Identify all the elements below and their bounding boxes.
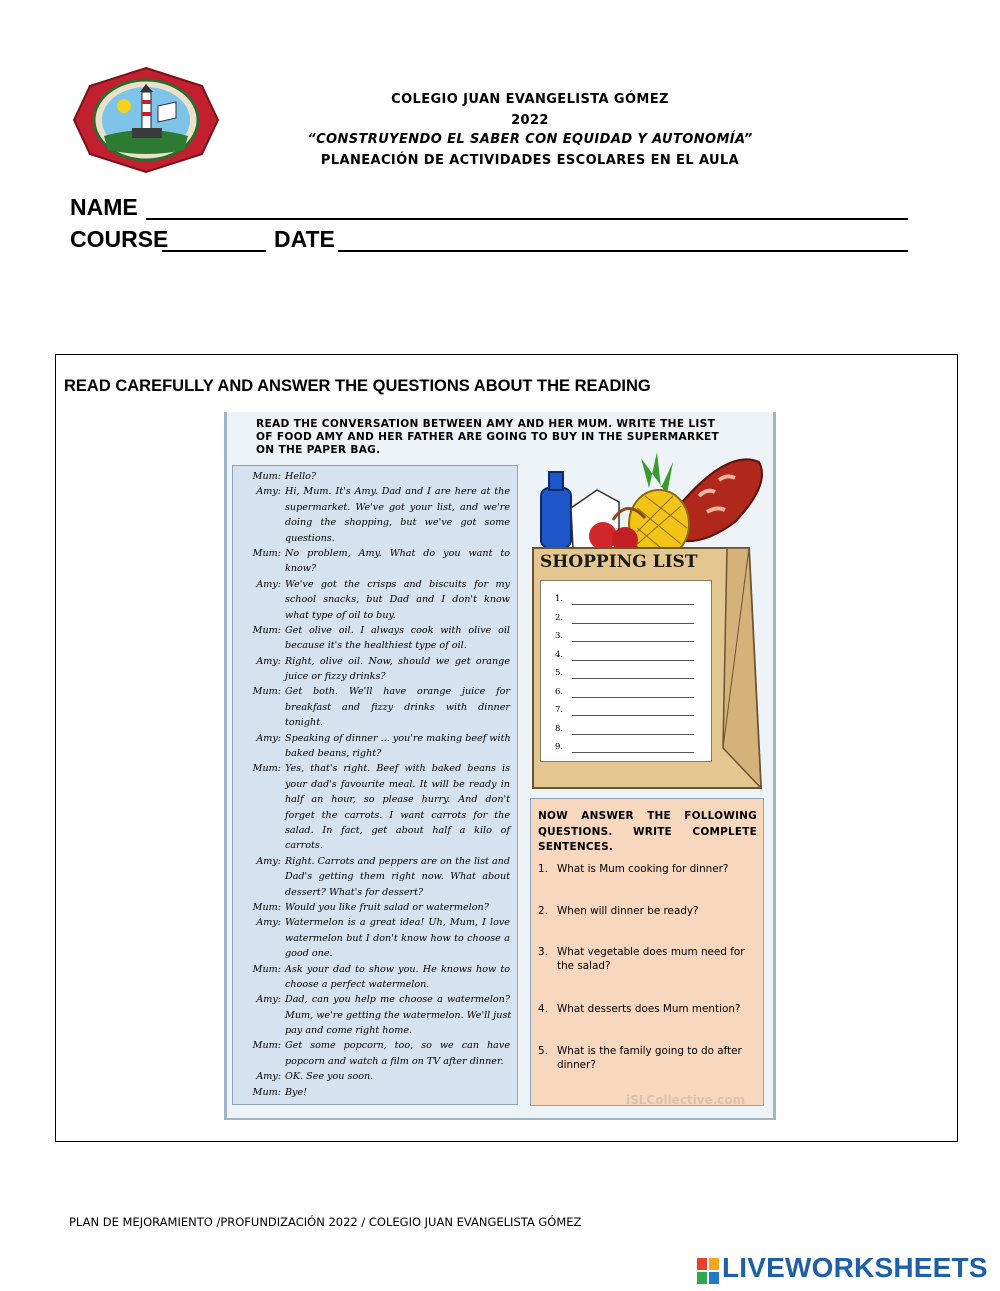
- speaker-label: Mum:: [252, 963, 281, 975]
- shopping-list-number: 4.: [555, 649, 564, 660]
- school-motto: “CONSTRUYENDO EL SABER CON EQUIDAD Y AUTONOMÍA”: [307, 132, 753, 147]
- dialogue-line: [238, 992, 513, 1007]
- speaker-label: Mum:: [252, 471, 281, 482]
- school-name: COLEGIO JUAN EVANGELISTA GÓMEZ: [391, 92, 669, 107]
- name-row: [70, 194, 930, 224]
- shopping-list-number: 8.: [555, 723, 564, 734]
- course-date-row: [70, 226, 930, 256]
- dialogue-text-line: Get both. We'll have orange juice for: [285, 686, 510, 698]
- dialogue-line: [238, 700, 513, 715]
- dialogue-line: [238, 1085, 513, 1100]
- dialogue-text-line: salad. In fact, get about half a kilo of: [285, 824, 510, 836]
- dialogue-text-line: pay and come right home.: [285, 1025, 413, 1037]
- dialogue-text-line: Hi, Mum. It's Amy. Dad and I are here at the: [285, 486, 510, 498]
- question-text: What is the family going to do after dinner?: [557, 1045, 742, 1071]
- dialogue-text-line: questions.: [285, 532, 335, 544]
- dialogue-text-line: Right. Carrots and peppers are on the list and: [285, 855, 510, 867]
- question-item: [538, 945, 760, 973]
- dialogue-text-line: watermelon but I don't know how to choose a: [285, 932, 510, 944]
- question-number: 5.: [538, 1045, 548, 1057]
- shopping-list-number: 2.: [555, 612, 564, 623]
- speaker-label: Amy:: [256, 655, 281, 667]
- dialogue-line: [238, 1023, 513, 1038]
- dialogue-line: [238, 900, 513, 915]
- dialogue-line: [238, 500, 513, 515]
- shopping-list-blank[interactable]: [572, 622, 694, 624]
- dialogue-text-line: your dad's favourite meal. It will be ready in: [285, 778, 510, 790]
- dialogue-line: [238, 638, 513, 653]
- instruction-text: READ CAREFULLY AND ANSWER THE QUESTIONS ABOUT THE READING: [64, 377, 651, 395]
- questions-heading-line: QUESTIONS. WRITE COMPLETE: [538, 825, 757, 838]
- speaker-label: Amy:: [256, 486, 281, 498]
- question-item: [538, 862, 760, 876]
- dialogue-text-line: baked beans, right?: [285, 748, 382, 760]
- question-text: What is Mum cooking for dinner?: [557, 863, 729, 875]
- dialogue-line: [238, 823, 513, 838]
- dialogue-line: [238, 1054, 513, 1069]
- dialogue-line: [238, 1038, 513, 1053]
- shopping-list-number: 5.: [555, 668, 564, 678]
- speaker-label: Amy:: [256, 732, 281, 744]
- shopping-list-blank[interactable]: [572, 696, 694, 698]
- dialogue-line: [238, 623, 513, 638]
- dialogue-line: [238, 731, 513, 746]
- dialogue-line: [238, 715, 513, 730]
- dialogue-text-line: Would you like fruit salad or watermelon?: [285, 901, 489, 913]
- dialogue-text-line: forget the carrots. I want carrots for the: [285, 809, 510, 821]
- dialogue-line: [238, 515, 513, 530]
- worksheet-heading-line: ON THE PAPER BAG.: [256, 444, 381, 456]
- question-item: [538, 1002, 760, 1016]
- dialogue-line: [238, 669, 513, 684]
- questions-heading-line: NOW ANSWER THE FOLLOWING: [538, 810, 757, 822]
- dialogue-text-line: breakfast and fizzy drinks with dinner: [285, 701, 510, 713]
- shopping-list-number: 6.: [555, 686, 564, 697]
- speaker-label: Mum:: [252, 547, 281, 559]
- footer-text: PLAN DE MEJORAMIENTO /PROFUNDIZACIÓN 2022 / COLEGIO JUAN EVANGELISTA GÓMEZ: [69, 1215, 582, 1229]
- dialogue-text-line: Ask your dad to show you. He knows how to: [285, 963, 510, 975]
- liveworksheets-icon: [697, 1258, 719, 1284]
- speaker-label: Amy:: [256, 994, 281, 1006]
- dialogue-text-line: We've got the crisps and biscuits for my: [285, 578, 510, 590]
- speaker-label: Amy:: [256, 1071, 281, 1083]
- shopping-list-blank[interactable]: [572, 603, 694, 605]
- speaker-label: Mum:: [252, 686, 281, 698]
- school-year: 2022: [511, 113, 549, 128]
- shopping-list-blank[interactable]: [572, 714, 694, 716]
- dialogue-text: [238, 469, 513, 1100]
- question-text: When will dinner be ready?: [557, 905, 699, 917]
- dialogue-text-line: choose a perfect watermelon.: [285, 978, 430, 990]
- speaker-label: Mum:: [252, 1040, 281, 1052]
- dialogue-text-line: Watermelon is a great idea! Uh, Mum, I love: [285, 917, 510, 929]
- dialogue-text-line: Dad's getting them right now. What about: [285, 871, 510, 883]
- dialogue-text-line: doing the shopping, but we've got some: [285, 517, 510, 529]
- planning-title: PLANEACIÓN DE ACTIVIDADES ESCOLARES EN EL AULA: [320, 153, 740, 168]
- shopping-list-number: 1.: [555, 594, 564, 604]
- worksheet-heading-line: OF FOOD AMY AND HER FATHER ARE GOING TO BUY IN THE SUPERMARKET: [256, 431, 720, 443]
- shopping-list-blank[interactable]: [572, 751, 694, 753]
- shopping-list-blank[interactable]: [572, 659, 694, 661]
- dialogue-text-line: Speaking of dinner ... you're making beef with: [285, 732, 511, 744]
- dialogue-line: [238, 808, 513, 823]
- dialogue-line: [238, 885, 513, 900]
- question-number: 2.: [538, 905, 548, 917]
- question-number: 1.: [538, 863, 548, 875]
- question-item: [538, 1044, 760, 1072]
- speaker-label: Amy:: [256, 578, 281, 590]
- dialogue-line: [238, 469, 513, 484]
- dialogue-text-line: supermarket. We've got your list, and we're: [285, 501, 510, 513]
- dialogue-text-line: No problem, Amy. What do you want to: [285, 547, 510, 559]
- school-crest-logo: [72, 66, 220, 174]
- dialogue-text-line: Right, olive oil. Now, should we get orange: [285, 655, 510, 667]
- dialogue-line: [238, 654, 513, 669]
- speaker-label: Mum:: [252, 624, 281, 636]
- dialogue-line: [238, 1008, 513, 1023]
- question-text: What desserts does Mum mention?: [557, 1003, 741, 1015]
- shopping-list-blank[interactable]: [572, 677, 694, 679]
- shopping-list-blank[interactable]: [572, 733, 694, 735]
- dialogue-line: [238, 577, 513, 592]
- name-label: NAME: [70, 194, 138, 220]
- course-field[interactable]: [162, 226, 266, 252]
- date-label: DATE: [274, 226, 335, 252]
- dialogue-line: [238, 869, 513, 884]
- questions-heading: [538, 809, 757, 856]
- dialogue-line: [238, 854, 513, 869]
- dialogue-text-line: tonight.: [285, 717, 324, 729]
- dialogue-text-line: Yes, that's right. Beef with baked beans is: [285, 763, 510, 775]
- name-field[interactable]: [146, 194, 908, 220]
- dialogue-line: [238, 838, 513, 853]
- dialogue-text-line: Dad, can you help me choose a watermelon?: [285, 994, 510, 1006]
- speaker-label: Mum:: [252, 763, 281, 775]
- dialogue-text-line: half an hour, so please hurry. And don't: [285, 794, 510, 806]
- dialogue-text-line: Get some popcorn, too, so we can have: [285, 1040, 510, 1052]
- question-item: [538, 904, 760, 918]
- liveworksheets-brand[interactable]: LIVEWORKSHEETS: [722, 1252, 988, 1283]
- dialogue-text-line: Get olive oil. I always cook with olive oil: [285, 624, 510, 636]
- dialogue-text-line: Hello?: [285, 471, 317, 482]
- dialogue-line: [238, 592, 513, 607]
- speaker-label: Amy:: [256, 917, 281, 929]
- dialogue-text-line: know?: [285, 563, 317, 575]
- shopping-list-number: 3.: [555, 631, 564, 641]
- shopping-list-title: SHOPPING LIST: [540, 552, 698, 572]
- question-text: What vegetable does mum need for the salad?: [557, 946, 745, 972]
- dialogue-line: [238, 608, 513, 623]
- dialogue-line: [238, 484, 513, 499]
- dialogue-line: [238, 531, 513, 546]
- islcollective-watermark: iSLCollective.com: [626, 1093, 746, 1107]
- dialogue-text-line: carrots.: [285, 840, 323, 852]
- speaker-label: Amy:: [256, 855, 281, 867]
- shopping-list-number: 7.: [555, 705, 564, 715]
- questions-heading-line: SENTENCES.: [538, 841, 614, 853]
- dialogue-text-line: because it's the healthiest type of oil.: [285, 640, 467, 652]
- question-number: 4.: [538, 1003, 548, 1015]
- shopping-list-number: 9.: [555, 742, 564, 752]
- dialogue-text-line: dessert? What's for dessert?: [285, 886, 424, 898]
- dialogue-text-line: Bye!: [285, 1086, 308, 1098]
- speaker-label: Mum:: [252, 1086, 281, 1098]
- dialogue-text-line: Mum, we're getting the watermelon. We'll just: [285, 1009, 512, 1021]
- dialogue-line: [238, 761, 513, 776]
- course-label: COURSE: [70, 226, 169, 252]
- speaker-label: Mum:: [252, 901, 281, 913]
- dialogue-text-line: OK. See you soon.: [285, 1071, 374, 1083]
- dialogue-text-line: good one.: [285, 948, 333, 960]
- dialogue-line: [238, 792, 513, 807]
- dialogue-line: [238, 1069, 513, 1084]
- dialogue-line: [238, 561, 513, 576]
- shopping-list-blank[interactable]: [572, 640, 694, 642]
- date-field[interactable]: [338, 226, 908, 252]
- dialogue-line: [238, 946, 513, 961]
- dialogue-line: [238, 915, 513, 930]
- dialogue-line: [238, 962, 513, 977]
- dialogue-line: [238, 746, 513, 761]
- dialogue-text-line: juice or fizzy drinks?: [285, 671, 386, 683]
- dialogue-line: [238, 684, 513, 699]
- dialogue-line: [238, 777, 513, 792]
- dialogue-text-line: popcorn and watch a film on TV after dinner.: [285, 1055, 504, 1067]
- shopping-list-box: [540, 580, 712, 762]
- question-number: 3.: [538, 946, 548, 958]
- dialogue-text-line: school snacks, but Dad and I don't know: [285, 594, 510, 606]
- dialogue-line: [238, 546, 513, 561]
- dialogue-text-line: what type of oil to buy.: [285, 609, 396, 621]
- dialogue-line: [238, 931, 513, 946]
- dialogue-line: [238, 977, 513, 992]
- worksheet-heading-line: READ THE CONVERSATION BETWEEN AMY AND HER MUM. WRITE THE LIST: [256, 418, 716, 430]
